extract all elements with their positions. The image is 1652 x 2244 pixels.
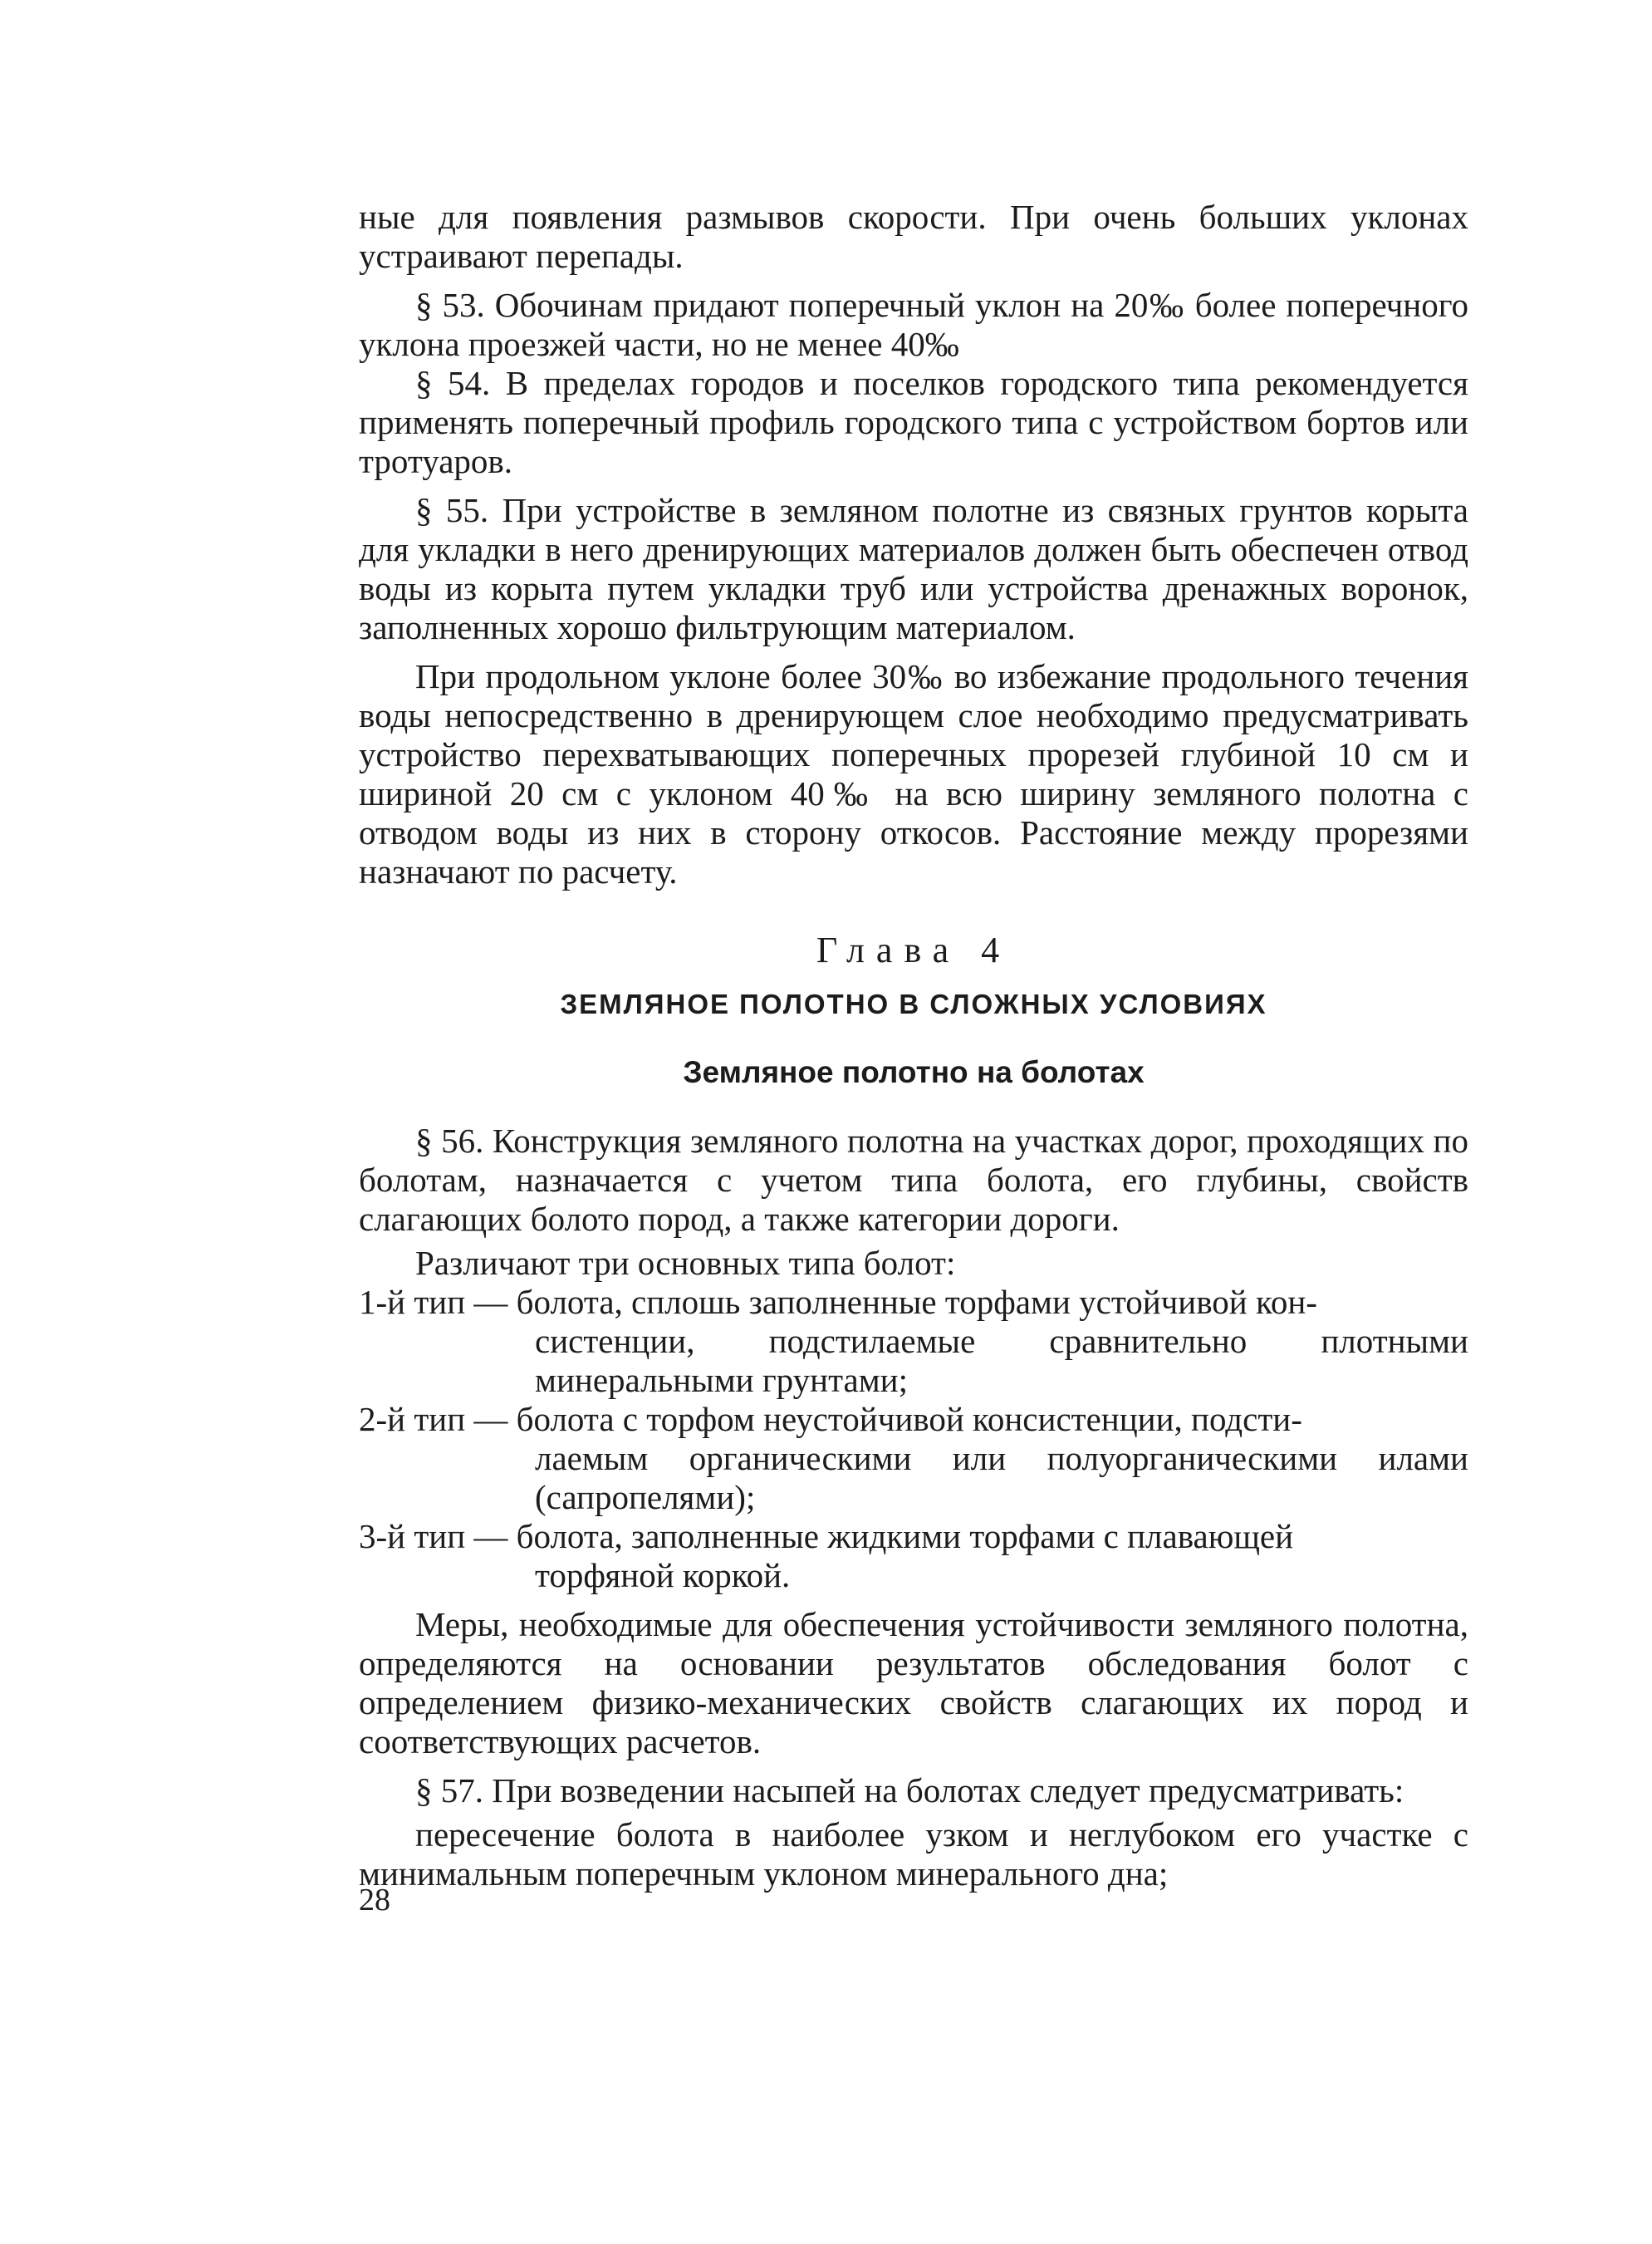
paragraph-crossing: пересечение болота в наиболее узком и неглубоком его участке с минимальным поперечным уклоном минерального дна; <box>359 1815 1468 1893</box>
bottom-text-block <box>359 1122 1468 1893</box>
list-item-label: 3-й тип — <box>359 1517 517 1555</box>
list-item-continuation: лаемым органическими или полуорганическими илами (сапропелями); <box>535 1439 1468 1516</box>
paragraph-drainage: При продольном уклоне более 30‰ во избежание продольного течения воды непосредственно в дренирующем слое необходимо предусматривать устройство перехватывающих поперечных прорезей глубиной 10 см и шириной 20 см с уклоном 40‰ на всю ширину земляного полотна с отводом воды из них в сторону откосов. Расстояние между прорезями назначают по расчету. <box>359 657 1468 891</box>
section-title: Земляное полотно на болотах <box>683 1055 1145 1089</box>
chapter-label: Глава 4 <box>816 930 1012 970</box>
list-item-type-1 <box>359 1283 1468 1322</box>
list-item-first-line: болота с торфом неустойчивой консистенции, подсти- <box>516 1400 1302 1438</box>
paragraph-measures: Меры, необходимые для обеспечения устойчивости земляного полотна, определяются на основании результатов обследования болот с определением физико-механических свойств слагающих их пород и соответствующих расчетов. <box>359 1605 1468 1760</box>
paragraph-57: § 57. При возведении насыпей на болотах следует предусматривать: <box>415 1771 1404 1809</box>
list-item-label: 2-й тип — <box>359 1400 517 1438</box>
list-item-type-3 <box>359 1517 1468 1556</box>
top-text-block <box>359 198 1468 891</box>
list-item-continuation: систенции, подстилаемые сравнительно плотными минеральными грунтами; <box>535 1322 1468 1399</box>
paragraph-55: § 55. При устройстве в земляном полотне из связных грунтов корыта для укладки в него дренирующих материалов должен быть обеспечен отвод воды из корыта путем укладки труб или устройства дренажных воронок, заполненных хорошо фильтрующим материалом. <box>359 491 1468 646</box>
list-item-first-line: болота, сплошь заполненные торфами устойчивой кон- <box>516 1283 1317 1321</box>
list-item-first-line: болота, заполненные жидкими торфами с плавающей <box>516 1517 1294 1555</box>
list-item-label: 1-й тип — <box>359 1283 517 1321</box>
paragraph-continuation: ные для появления размывов скорости. При очень больших уклонах устраивают перепады. <box>359 198 1468 275</box>
paragraph-53: § 53. Обочинам придают поперечный уклон на 20‰ более поперечного уклона проезжей части, но не менее 40‰ <box>359 286 1468 363</box>
paragraph-54: § 54. В пределах городов и поселков городского типа рекомендуется применять поперечный профиль городского типа с устройством бортов или тротуаров. <box>359 364 1468 480</box>
page-number: 28 <box>359 1883 390 1917</box>
paragraph-56: § 56. Конструкция земляного полотна на участках дорог, проходящих по болотам, назначается с учетом типа болота, его глубины, свойств слагающих болото пород, а также категории дороги. <box>359 1122 1468 1238</box>
list-item-continuation: торфяной коркой. <box>535 1556 791 1594</box>
types-intro: Различают три основных типа болот: <box>415 1244 956 1282</box>
list-item-type-2 <box>359 1400 1468 1439</box>
chapter-title: ЗЕМЛЯНОЕ ПОЛОТНО В СЛОЖНЫХ УСЛОВИЯХ <box>560 989 1267 1019</box>
